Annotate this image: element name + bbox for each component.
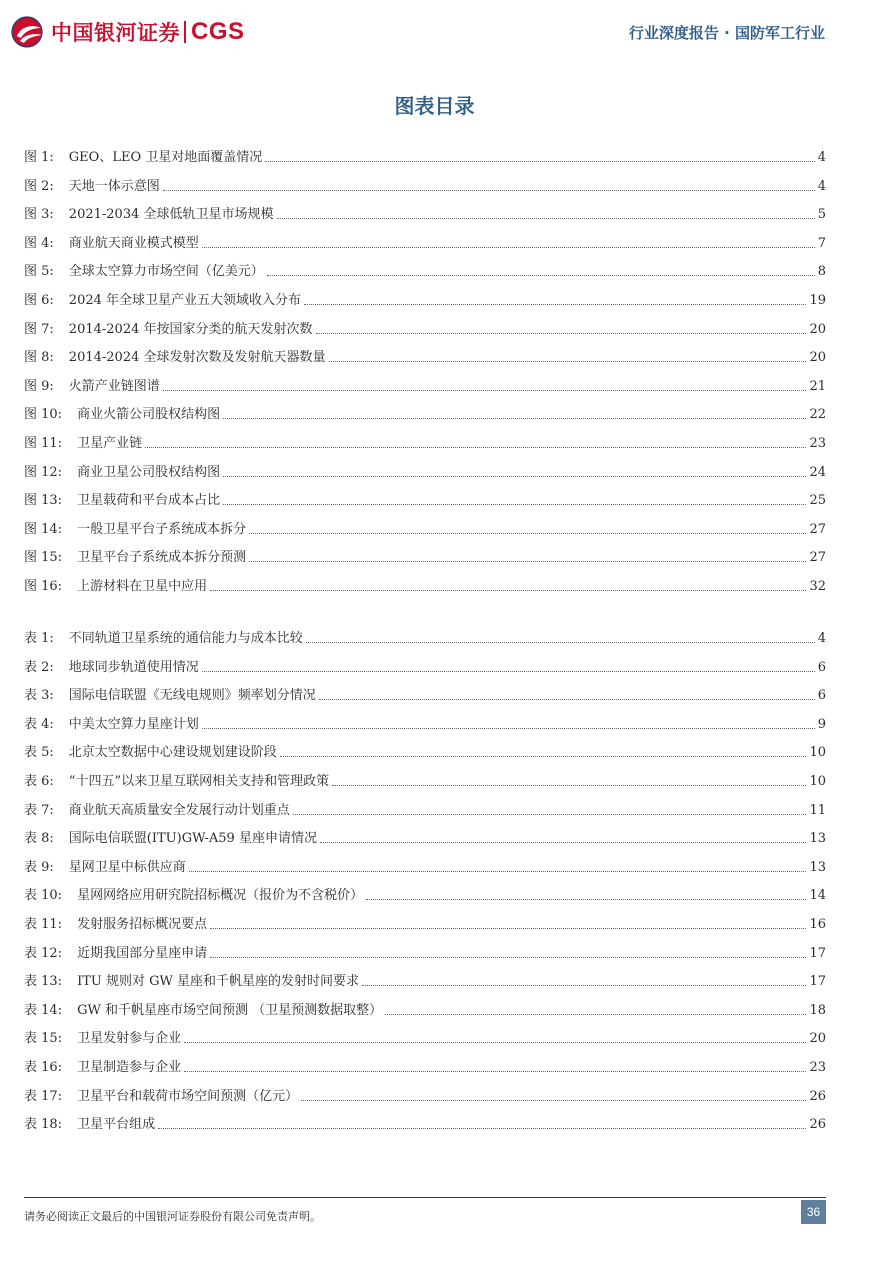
entry-title: GEO、LEO 卫星对地面覆盖情况 — [68, 150, 263, 165]
entry-page-number: 17 — [809, 974, 826, 990]
dot-leader — [329, 360, 807, 362]
entry-title: 商业卫星公司股权结构图 — [77, 464, 221, 480]
entry-label: 表 7: — [24, 802, 54, 818]
table-entry[interactable] — [24, 799, 826, 819]
entry-page-number: 6 — [817, 688, 826, 704]
entry-label: 表 18: — [24, 1117, 63, 1133]
entry-title: 全球太空算力市场空间（亿美元） — [68, 264, 264, 280]
entry-title: 卫星发射参与企业 — [77, 1031, 182, 1047]
figure-entry[interactable] — [24, 403, 826, 423]
entry-page-number: 32 — [809, 579, 826, 594]
dot-leader — [265, 160, 814, 162]
entry-page-number: 10 — [809, 774, 826, 789]
page-number: 36 — [801, 1200, 826, 1224]
entry-title: 近期我国部分星座申请 — [77, 945, 208, 961]
table-entry[interactable] — [24, 970, 826, 990]
entry-label: 图 14: — [24, 521, 63, 537]
table-entry[interactable] — [24, 770, 826, 790]
table-entry[interactable] — [24, 913, 826, 933]
dot-leader — [304, 303, 806, 305]
report-type: 行业深度报告 · 国防军工行业 — [628, 24, 825, 42]
entry-label: 图 15: — [24, 550, 63, 566]
dot-leader — [332, 784, 806, 786]
entry-label: 表 10: — [24, 888, 63, 904]
entry-page-number: 9 — [817, 716, 826, 732]
figure-entry[interactable] — [24, 175, 826, 195]
entry-title: 卫星产业链 — [77, 436, 143, 451]
entry-page-number: 6 — [817, 659, 826, 675]
entry-label: 图 16: — [24, 579, 63, 594]
entry-page-number: 13 — [809, 831, 826, 847]
entry-label: 图 5: — [24, 264, 54, 280]
logo-english-text: CGS — [191, 18, 245, 45]
dot-leader — [210, 589, 806, 591]
entry-label: 表 14: — [24, 1002, 63, 1018]
figure-entry[interactable] — [24, 575, 826, 595]
dot-leader — [202, 670, 815, 672]
footer-divider — [24, 1197, 826, 1198]
entry-title: GW 和千帆星座市场空间预测 （卫星预测数据取整） — [77, 1002, 383, 1018]
entry-title: 商业航天高质量安全发展行动计划重点 — [68, 802, 290, 818]
entry-title: 商业火箭公司股权结构图 — [77, 407, 221, 423]
dot-leader — [189, 870, 807, 872]
dot-leader — [293, 813, 807, 815]
dot-leader — [267, 274, 815, 276]
dot-leader — [202, 727, 815, 729]
entry-label: 表 9: — [24, 859, 54, 875]
entry-title: 国际电信联盟《无线电规则》频率划分情况 — [68, 688, 316, 704]
dot-leader — [366, 898, 806, 900]
figure-entry[interactable] — [24, 146, 826, 166]
entry-page-number: 14 — [809, 888, 826, 904]
dot-leader — [210, 927, 806, 929]
entry-page-number: 21 — [809, 378, 826, 394]
entry-label: 表 6: — [24, 774, 54, 789]
entry-page-number: 16 — [809, 917, 826, 932]
entry-page-number: 26 — [809, 1088, 826, 1104]
dot-leader — [362, 984, 806, 986]
dot-leader — [163, 389, 807, 391]
entry-title: 卫星平台子系统成本拆分预测 — [77, 550, 247, 566]
entry-title: 2024 年全球卫星产业五大领域收入分布 — [68, 293, 302, 308]
page-header — [0, 0, 869, 64]
entry-title: 国际电信联盟(ITU)GW-A59 星座申请情况 — [68, 831, 317, 847]
entry-label: 表 13: — [24, 974, 63, 990]
page-title: 图表目录 — [394, 94, 475, 118]
entry-label: 表 8: — [24, 831, 54, 847]
table-entry[interactable] — [24, 656, 826, 676]
table-entry[interactable] — [24, 1113, 826, 1133]
entry-page-number: 22 — [809, 407, 826, 423]
entry-label: 表 15: — [24, 1031, 63, 1047]
entry-title: 不同轨道卫星系统的通信能力与成本比较 — [68, 631, 303, 646]
entry-page-number: 4 — [817, 631, 826, 646]
entry-page-number: 25 — [809, 493, 826, 509]
figure-entry[interactable] — [24, 203, 826, 223]
entry-title: 星网卫星中标供应商 — [68, 859, 186, 875]
entry-label: 图 9: — [24, 378, 54, 394]
entry-title: 上游材料在卫星中应用 — [77, 579, 208, 594]
entry-title: 星网网络应用研究院招标概况（报价为不含税价） — [77, 888, 364, 904]
entry-label: 表 16: — [24, 1060, 63, 1075]
entry-label: 图 10: — [24, 407, 63, 423]
entry-page-number: 13 — [809, 859, 826, 875]
entry-label: 图 11: — [24, 436, 63, 451]
entry-page-number: 27 — [809, 550, 826, 566]
table-entry[interactable] — [24, 827, 826, 847]
entry-title: 卫星制造参与企业 — [77, 1060, 182, 1075]
dot-leader — [249, 560, 806, 562]
entry-page-number: 19 — [809, 293, 826, 308]
dot-leader — [280, 755, 807, 757]
dot-leader — [145, 446, 806, 448]
table-entry[interactable] — [24, 1085, 826, 1105]
figure-entry[interactable] — [24, 289, 826, 309]
entry-page-number: 18 — [809, 1002, 826, 1018]
dot-leader — [158, 1127, 806, 1129]
entry-title: 北京太空数据中心建设规划建设阶段 — [68, 745, 277, 761]
table-entry[interactable] — [24, 1056, 826, 1076]
entry-page-number: 4 — [817, 178, 826, 194]
entry-label: 表 4: — [24, 716, 54, 732]
figure-entry[interactable] — [24, 260, 826, 280]
cgs-logo-icon — [11, 16, 45, 48]
figure-entry[interactable] — [24, 318, 826, 338]
dot-leader — [319, 698, 815, 700]
table-entry[interactable] — [24, 884, 826, 904]
dot-leader — [320, 841, 806, 843]
entry-title: 2014-2024 年按国家分类的航天发射次数 — [68, 321, 313, 337]
footer-disclaimer: 请务必阅读正文最后的中国银河证券股份有限公司免责声明。 — [24, 1210, 321, 1223]
entry-title: 发射服务招标概况要点 — [77, 917, 208, 932]
entry-title: 地球同步轨道使用情况 — [68, 659, 199, 675]
table-entry[interactable] — [24, 856, 826, 876]
dot-leader — [223, 475, 806, 477]
table-entry[interactable] — [24, 942, 826, 962]
entry-page-number: 26 — [809, 1117, 826, 1133]
entry-label: 图 1: — [24, 150, 54, 165]
entry-page-number: 20 — [809, 350, 826, 366]
figure-entry[interactable] — [24, 432, 826, 452]
figure-entry[interactable] — [24, 518, 826, 538]
entry-page-number: 27 — [809, 521, 826, 537]
dot-leader — [184, 1041, 806, 1043]
figure-entry[interactable] — [24, 375, 826, 395]
entry-label: 图 12: — [24, 464, 63, 480]
figure-entry[interactable] — [24, 489, 826, 509]
entry-title: 中美太空算力星座计划 — [68, 716, 199, 732]
table-entry[interactable] — [24, 1027, 826, 1047]
entry-label: 表 17: — [24, 1088, 63, 1104]
entry-page-number: 5 — [817, 207, 826, 223]
entry-label: 表 2: — [24, 659, 54, 675]
entry-page-number: 7 — [817, 235, 826, 251]
entry-label: 表 5: — [24, 745, 54, 761]
entry-title: 卫星载荷和平台成本占比 — [77, 493, 221, 509]
figure-entry[interactable] — [24, 546, 826, 566]
entry-title: 天地一体示意图 — [68, 178, 160, 194]
entry-label: 图 2: — [24, 178, 54, 194]
logo-divider — [184, 21, 186, 43]
entry-page-number: 8 — [817, 264, 826, 280]
entry-page-number: 23 — [809, 436, 826, 451]
entry-label: 图 6: — [24, 293, 54, 308]
table-entry[interactable] — [24, 999, 826, 1019]
entry-page-number: 24 — [809, 464, 826, 480]
dot-leader — [210, 956, 806, 958]
entry-title: 2014-2024 全球发射次数及发射航天器数量 — [68, 350, 326, 366]
logo-chinese-text: 中国银河证券 — [51, 21, 180, 45]
entry-page-number: 17 — [809, 945, 826, 961]
table-entry[interactable] — [24, 713, 826, 733]
entry-label: 表 12: — [24, 945, 63, 961]
figure-entry[interactable] — [24, 232, 826, 252]
entry-page-number: 23 — [809, 1060, 826, 1075]
entry-label: 图 8: — [24, 350, 54, 366]
entry-title: 商业航天商业模式模型 — [68, 235, 199, 251]
entry-label: 图 4: — [24, 235, 54, 251]
entry-label: 表 1: — [24, 631, 54, 646]
dot-leader — [385, 1013, 806, 1015]
dot-leader — [223, 417, 806, 419]
entry-label: 图 7: — [24, 321, 54, 337]
dot-leader — [277, 217, 815, 219]
dot-leader — [184, 1070, 806, 1072]
entry-label: 图 3: — [24, 207, 54, 223]
entry-title: 卫星平台组成 — [77, 1117, 156, 1133]
dot-leader — [301, 1099, 806, 1101]
dot-leader — [249, 532, 806, 534]
entry-title: 火箭产业链图谱 — [68, 378, 160, 394]
entry-label: 表 11: — [24, 917, 63, 932]
entry-title: “十四五”以来卫星互联网相关支持和管理政策 — [68, 774, 330, 789]
table-entry[interactable] — [24, 627, 826, 647]
dot-leader — [306, 641, 815, 643]
entry-page-number: 20 — [809, 1031, 826, 1047]
dot-leader — [316, 332, 807, 334]
entry-page-number: 4 — [817, 150, 826, 165]
table-entry[interactable] — [24, 684, 826, 704]
table-entry[interactable] — [24, 741, 826, 761]
figure-entry[interactable] — [24, 461, 826, 481]
dot-leader — [223, 503, 806, 505]
entry-label: 图 13: — [24, 493, 63, 509]
dot-leader — [202, 246, 815, 248]
entry-label: 表 3: — [24, 688, 54, 704]
entry-title: 卫星平台和载荷市场空间预测（亿元） — [77, 1088, 299, 1104]
entry-page-number: 11 — [809, 802, 826, 818]
entry-title: ITU 规则对 GW 星座和千帆星座的发射时间要求 — [77, 974, 359, 990]
figure-entry[interactable] — [24, 346, 826, 366]
entry-title: 2021-2034 全球低轨卫星市场规模 — [68, 207, 274, 223]
dot-leader — [163, 189, 815, 191]
entry-page-number: 10 — [809, 745, 826, 761]
company-logo — [11, 16, 245, 48]
entry-page-number: 20 — [809, 321, 826, 337]
entry-title: 一般卫星平台子系统成本拆分 — [77, 521, 247, 537]
